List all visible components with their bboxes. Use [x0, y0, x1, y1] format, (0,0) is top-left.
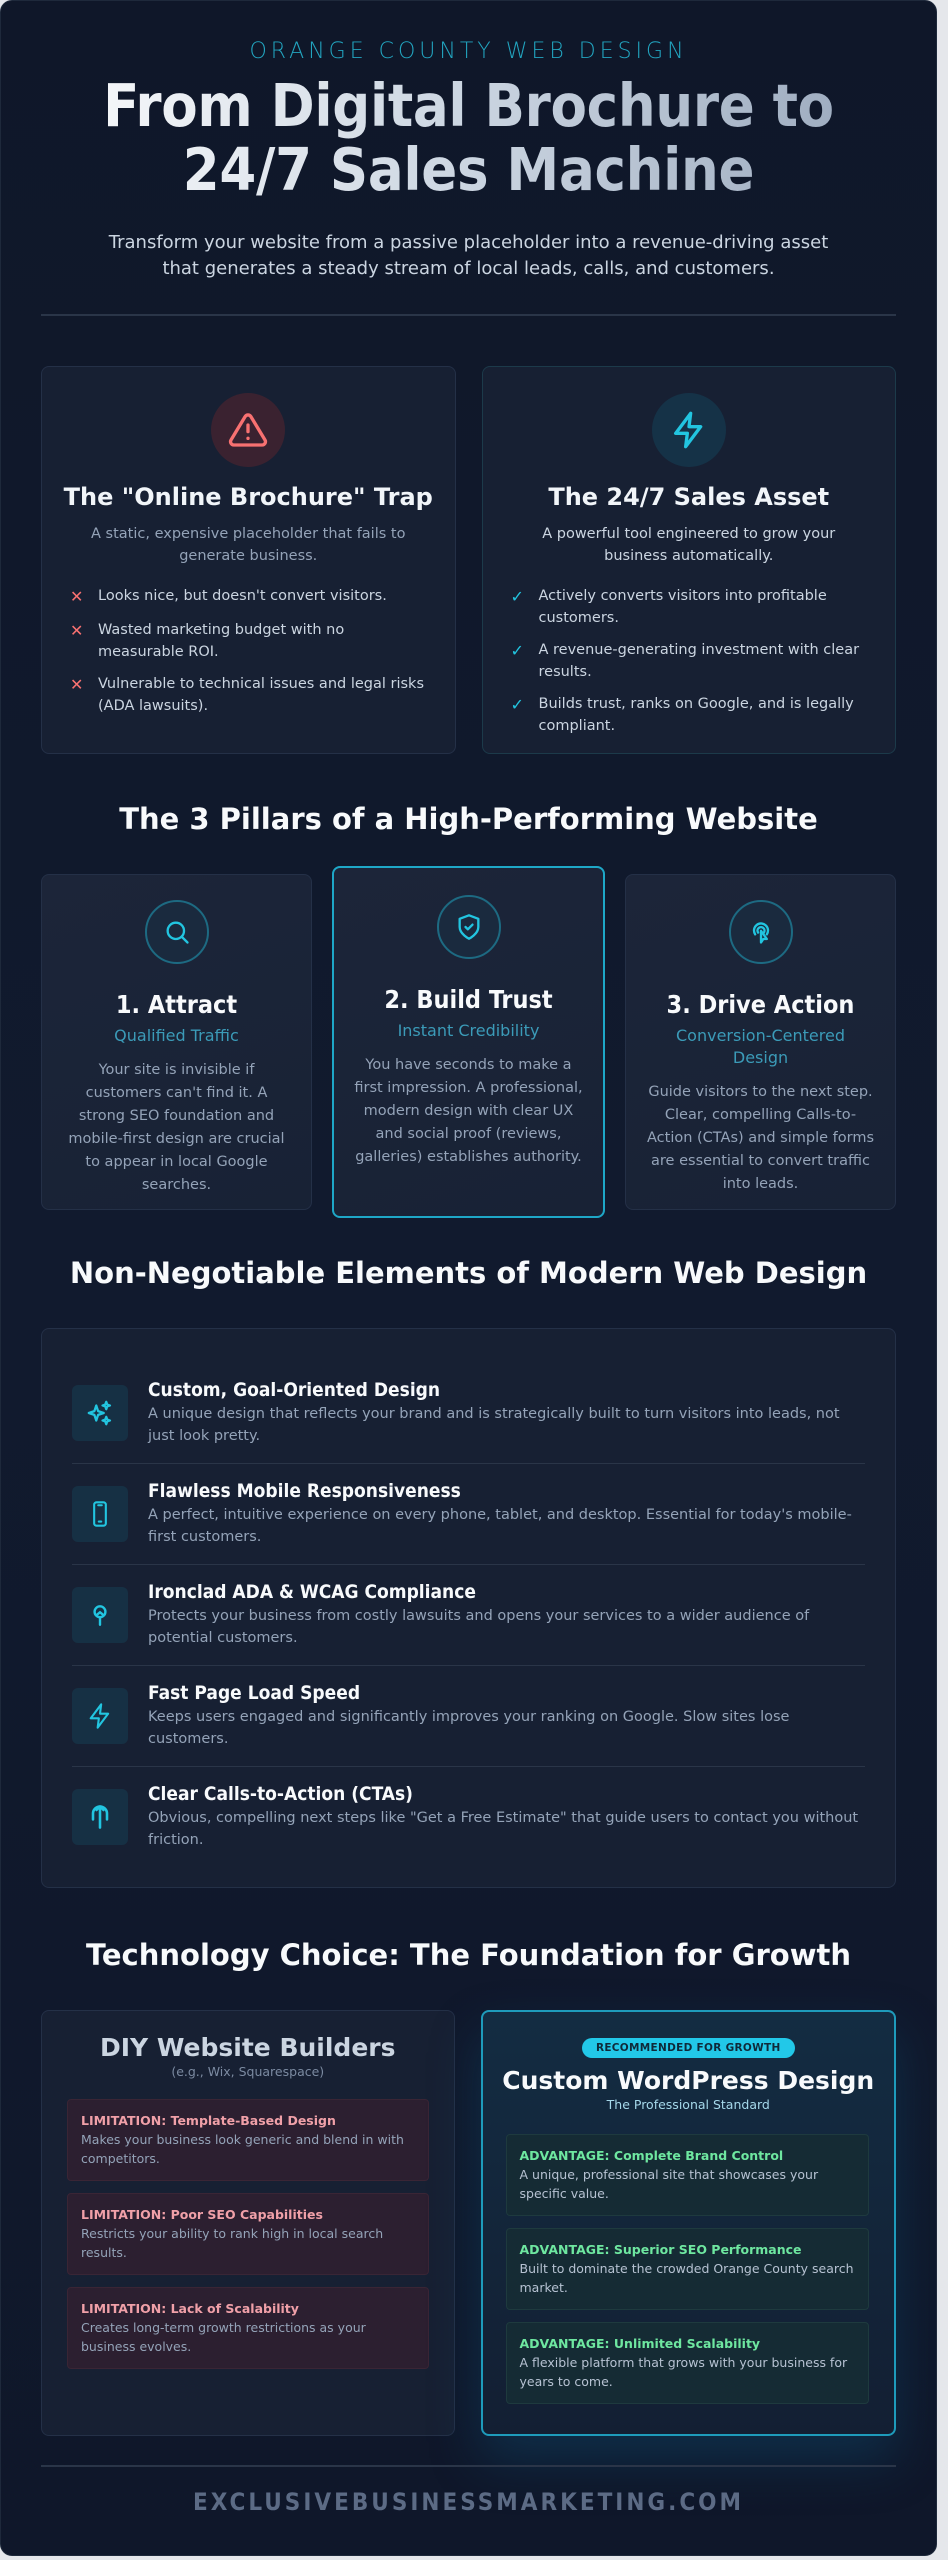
list-item-text: Vulnerable to technical issues and legal risks (ADA lawsuits).: [98, 676, 424, 714]
element-text: [148, 1682, 865, 1750]
pillar-subtitle: Conversion-Centered Design: [676, 1026, 845, 1067]
pillar-card-attract: [41, 874, 312, 1210]
limitation-description: Creates long-term growth restrictions as your business evolves.: [81, 2320, 366, 2354]
list-item: [511, 639, 870, 683]
element-description: Keeps users engaged and significantly improves your ranking on Google. Slow sites lose customers.: [148, 1709, 790, 1747]
element-description: A unique design that reflects your brand and is strategically built to turn visitors into leads, not just look pretty.: [148, 1406, 840, 1444]
x-mark-icon: ✕: [70, 621, 84, 640]
pillar-title: 2. Build Trust: [384, 985, 553, 1014]
element-row: [72, 1767, 865, 1851]
element-row: [72, 1666, 865, 1767]
header-divider: [41, 314, 896, 316]
custom-wordpress-card: [481, 2010, 897, 2436]
element-title: Fast Page Load Speed: [148, 1682, 361, 1704]
signpost-icon: [72, 1789, 128, 1845]
hero-subtitle: Transform your website from a passive placeholder into a revenue-driving asset that generates a steady stream of local leads, calls, and customers.: [108, 232, 829, 279]
element-text: [148, 1379, 865, 1447]
search-icon: [145, 900, 209, 964]
x-mark-icon: ✕: [70, 587, 84, 606]
list-item: [70, 619, 429, 663]
tech-card-title: DIY Website Builders: [99, 2033, 396, 2062]
check-icon: ✓: [510, 695, 524, 714]
comparison-section: [41, 366, 896, 754]
list-item-text: Builds trust, ranks on Google, and is legally compliant.: [538, 696, 854, 734]
lightning-bolt-icon: [652, 393, 726, 467]
advantage-description: Built to dominate the crowded Orange County search market.: [519, 2261, 854, 2295]
technology-section: [41, 2010, 896, 2436]
list-item: [511, 693, 870, 737]
limitation-item: [67, 2287, 429, 2369]
drawback-list: [70, 585, 429, 717]
pillar-body: Guide visitors to the next step. Clear, compelling Calls-to-Action (CTAs) and simple forms are essential to convert traffic into leads.: [647, 1084, 874, 1192]
advantage-label: ADVANTAGE: Superior SEO Performance: [519, 2242, 802, 2257]
tech-card-subtitle: (e.g., Wix, Squarespace): [171, 2064, 325, 2079]
diy-builders-card: [41, 2010, 455, 2436]
hero-title-line2: 24/7 Sales Machine: [182, 135, 755, 204]
advantage-item: [506, 2322, 870, 2404]
check-icon: ✓: [510, 587, 524, 606]
recommended-badge: RECOMMENDED FOR GROWTH: [582, 2038, 795, 2058]
advantage-description: A flexible platform that grows with your business for years to come.: [519, 2355, 848, 2389]
lightning-bolt-icon: [72, 1688, 128, 1744]
sparkles-icon: [72, 1385, 128, 1441]
pillar-subtitle: Qualified Traffic: [114, 1026, 239, 1045]
pillar-card-drive-action: [625, 874, 896, 1210]
list-item-text: A revenue-generating investment with clear results.: [538, 642, 860, 680]
pillar-title: 1. Attract: [115, 990, 238, 1019]
element-text: [148, 1581, 865, 1649]
pillar-body: You have seconds to make a first impression. A professional, modern design with clear UX and social proof (reviews, galleries) establishes authority.: [354, 1057, 583, 1165]
eyebrow-label: ORANGE COUNTY WEB DESIGN: [249, 39, 688, 64]
list-item-text: Wasted marketing budget with no measurable ROI.: [98, 622, 345, 660]
advantage-label: ADVANTAGE: Unlimited Scalability: [519, 2336, 761, 2351]
limitation-label: LIMITATION: Lack of Scalability: [81, 2301, 299, 2316]
card-title: The "Online Brochure" Trap: [63, 483, 433, 511]
element-title: Custom, Goal-Oriented Design: [148, 1379, 441, 1401]
pillar-body: Your site is invisible if customers can't find it. A strong SEO foundation and mobile-first design are crucial to appear in local Google searches.: [68, 1062, 285, 1193]
advantage-description: A unique, professional site that showcases your specific value.: [519, 2167, 819, 2201]
element-title: Ironclad ADA & WCAG Compliance: [148, 1581, 476, 1603]
list-item: [70, 673, 429, 717]
pillar-title: 3. Drive Action: [666, 990, 855, 1019]
list-item-text: Actively converts visitors into profitable customers.: [538, 588, 827, 626]
elements-heading: Non-Negotiable Elements of Modern Web Design: [69, 1256, 868, 1290]
hero-header: [1, 1, 936, 282]
hero-title-line1: From Digital Brochure to: [103, 71, 834, 140]
advantage-item: [506, 2228, 870, 2310]
limitation-list: [67, 2099, 429, 2369]
footer-website: EXCLUSIVEBUSINESSMARKETING.COM: [192, 2488, 745, 2516]
shield-check-icon: [437, 895, 501, 959]
tech-card-subtitle: The Professional Standard: [606, 2097, 770, 2112]
pillar-subtitle: Instant Credibility: [397, 1021, 540, 1040]
card-description: A powerful tool engineered to grow your business automatically.: [542, 526, 836, 564]
list-item-text: Looks nice, but doesn't convert visitors.: [98, 588, 387, 604]
element-description: A perfect, intuitive experience on every phone, tablet, and desktop. Essential for today's mobile-first customers.: [148, 1507, 852, 1545]
element-text: [148, 1480, 865, 1548]
element-row: [72, 1565, 865, 1666]
pillars-heading: The 3 Pillars of a High-Performing Website: [119, 802, 818, 836]
limitation-description: Makes your business look generic and blend in with competitors.: [81, 2132, 404, 2166]
element-title: Flawless Mobile Responsiveness: [148, 1480, 461, 1502]
element-description: Protects your business from costly lawsuits and opens your services to a wider audience of potential customers.: [148, 1608, 810, 1646]
tech-card-title: Custom WordPress Design: [502, 2066, 875, 2095]
click-pointer-icon: [729, 900, 793, 964]
footer-divider: [41, 2465, 896, 2467]
sales-asset-card: [482, 366, 897, 754]
element-title: Clear Calls-to-Action (CTAs): [148, 1783, 413, 1805]
pillar-card-build-trust: [332, 866, 605, 1218]
element-description: Obvious, compelling next steps like "Get a Free Estimate" that guide users to contact you without friction.: [148, 1810, 859, 1848]
elements-list: [41, 1328, 896, 1888]
list-item: [70, 585, 429, 609]
brochure-trap-card: [41, 366, 456, 754]
x-mark-icon: ✕: [70, 675, 84, 694]
element-text: [148, 1783, 865, 1851]
advantage-item: [506, 2134, 870, 2216]
technology-heading: Technology Choice: The Foundation for Growth: [85, 1938, 852, 1972]
limitation-item: [67, 2099, 429, 2181]
smartphone-icon: [72, 1486, 128, 1542]
pillars-section: [41, 874, 896, 1218]
check-icon: ✓: [510, 641, 524, 660]
limitation-item: [67, 2193, 429, 2275]
card-description: A static, expensive placeholder that fails to generate business.: [91, 526, 406, 564]
limitation-label: LIMITATION: Template-Based Design: [81, 2113, 336, 2128]
benefit-list: [511, 585, 870, 737]
element-row: [72, 1379, 865, 1464]
hero-title: [1, 71, 936, 204]
card-title: The 24/7 Sales Asset: [548, 483, 830, 511]
limitation-label: LIMITATION: Poor SEO Capabilities: [81, 2207, 323, 2222]
advantage-list: [506, 2134, 870, 2404]
element-row: [72, 1464, 865, 1565]
list-item: [511, 585, 870, 629]
warning-triangle-icon: [211, 393, 285, 467]
advantage-label: ADVANTAGE: Complete Brand Control: [519, 2148, 784, 2163]
accessibility-icon: [72, 1587, 128, 1643]
limitation-description: Restricts your ability to rank high in local search results.: [81, 2226, 384, 2260]
